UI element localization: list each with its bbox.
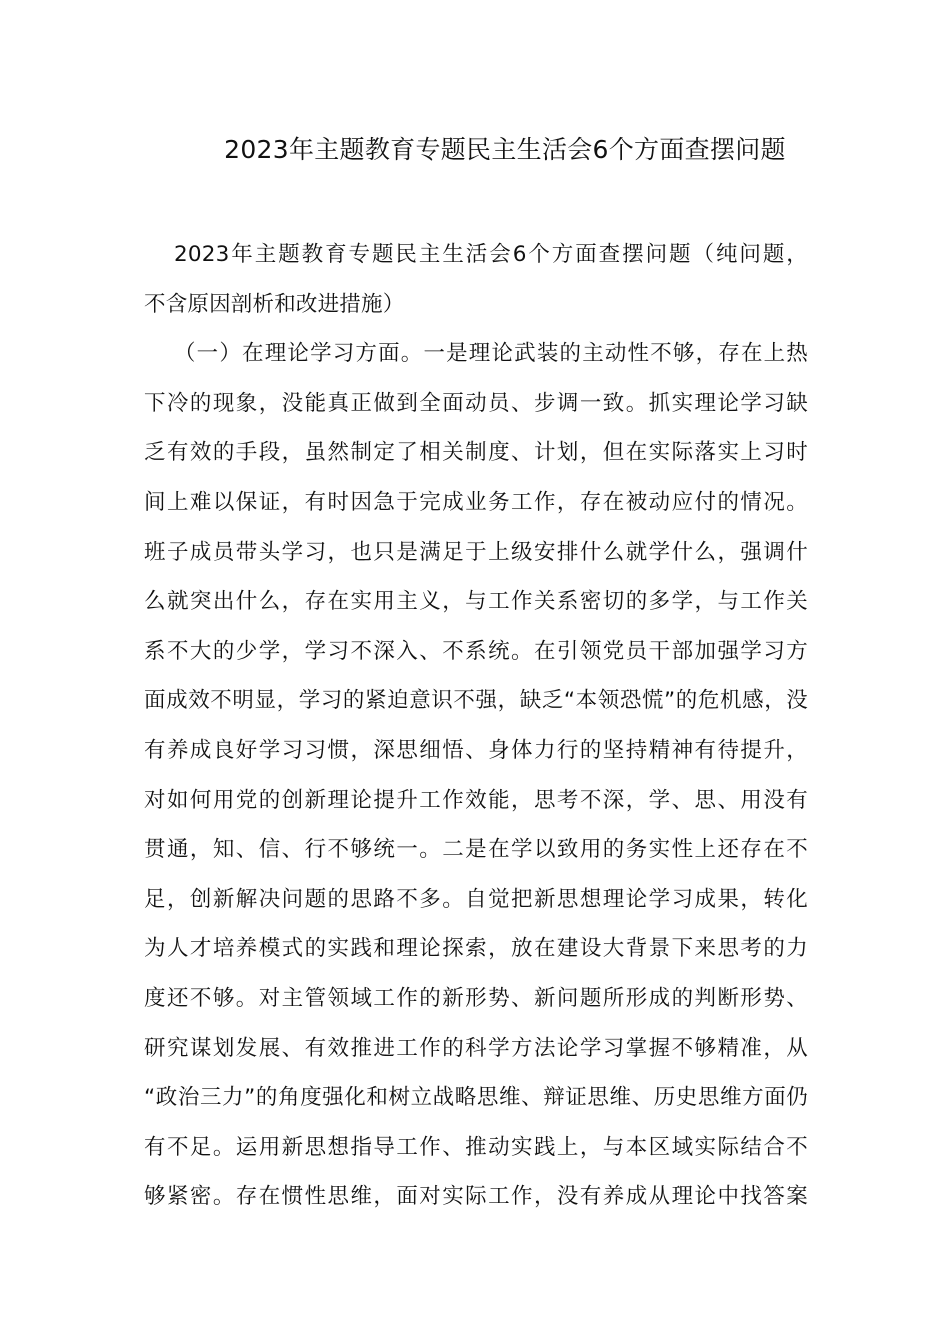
text-line: 班子成员带头学习，也只是满足于上级安排什么就学什么，强调什 (144, 539, 808, 565)
text-line: 间上难以保证，有时因急于完成业务工作，存在被动应付的情况。 (144, 489, 808, 515)
text-line: 有养成良好学习习惯，深思细悟、身体力行的坚持精神有待提升， (144, 737, 808, 763)
document-body (144, 230, 808, 1222)
text-line: 下冷的现象，没能真正做到全面动员、步调一致。抓实理论学习缺 (144, 390, 808, 416)
text-line: 研究谋划发展、有效推进工作的科学方法论学习掌握不够精准，从 (144, 1035, 808, 1061)
text-line: 足，创新解决问题的思路不多。自觉把新思想理论学习成果，转化 (144, 886, 808, 912)
text-line: （一）在理论学习方面。一是理论武装的主动性不够，存在上热 (174, 341, 808, 367)
text-line: 2023年主题教育专题民主生活会6个方面查摆问题（纯问题， (174, 242, 808, 267)
page-title: 2023年主题教育专题民主生活会6个方面查摆问题 (224, 135, 786, 164)
text-line: 么就突出什么，存在实用主义，与工作关系密切的多学，与工作关 (144, 589, 808, 615)
text-line: 系不大的少学，学习不深入、不系统。在引领党员干部加强学习方 (144, 638, 808, 664)
text-line: 度还不够。对主管领域工作的新形势、新问题所形成的判断形势、 (144, 985, 808, 1011)
text-line: 面成效不明显，学习的紧迫意识不强，缺乏“本领恐慌”的危机感，没 (144, 688, 808, 714)
text-line: “政治三力”的角度强化和树立战略思维、辩证思维、历史思维方面仍 (144, 1085, 808, 1111)
text-line: 乏有效的手段，虽然制定了相关制度、计划，但在实际落实上习时 (144, 440, 808, 466)
text-line: 够紧密。存在惯性思维，面对实际工作，没有养成从理论中找答案 (144, 1184, 808, 1210)
text-line: 对如何用党的创新理论提升工作效能，思考不深，学、思、用没有 (144, 787, 808, 813)
text-line: 不含原因剖析和改进措施） (144, 291, 405, 317)
text-line: 有不足。运用新思想指导工作、推动实践上，与本区域实际结合不 (144, 1134, 808, 1160)
text-line: 为人才培养模式的实践和理论探索，放在建设大背景下来思考的力 (144, 936, 808, 962)
text-line: 贯通，知、信、行不够统一。二是在学以致用的务实性上还存在不 (144, 837, 808, 863)
